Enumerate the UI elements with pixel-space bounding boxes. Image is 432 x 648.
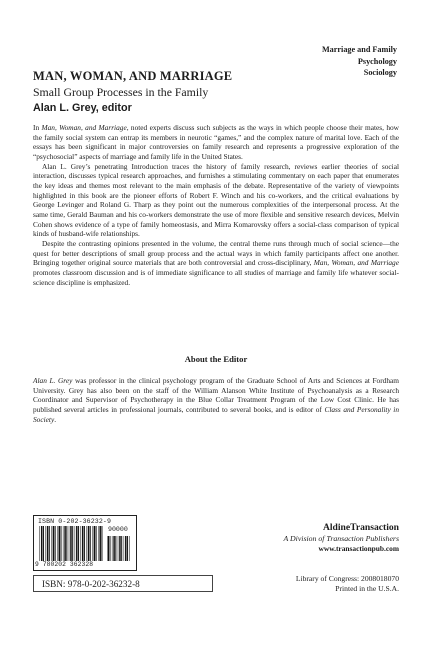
publisher-name: AldineTransaction xyxy=(322,522,399,533)
text-segment: was professor in the clinical psychology program of the Graduate School of Arts and Sciences at Fordham University. Grey has also been on the staff of the William Alanson White Institute of Psychoanalysis as a Research Coordinator and Supervisor of Psychotherapy in the Blue Collar Treatment Program of the Low Cost Clinic. He has published several articles in professional journals, contributed to several books, and is editor of xyxy=(33,376,399,414)
book-title-italic: Man, Woman, and Marriage xyxy=(41,123,127,132)
description-paragraph-1 xyxy=(33,123,399,162)
description-paragraph-2: Alan L. Grey’s penetrating Introduction traces the history of family research, reviews earlier theories of social interaction, discusses typical research approaches, and furnishes a stimulating commentary on each paper that enumerates the key ideas and themes most relevant to the main emphasis of the debate. Representative of the variety of viewpoints highlighted in this book are the pioneer efforts of Robert F. Winch and his co-workers, and the critical evaluations by George Levinger and Roland G. Tharp as they point out the numerous complexities of the interpersonal process. At the same time, Gerald Bauman and his co-workers demonstrate the use of more flexible and sensitive research devices, Melvin Cohen shows evidence of a type of family homeostasis, and Mirra Komarovsky offers a social-class comparison of typical kinds of husband-wife relationships. xyxy=(33,161,399,239)
book-title: MAN, WOMAN, AND MARRIAGE xyxy=(33,69,233,83)
category-2: Psychology xyxy=(357,56,397,66)
barcode-isbn-label: ISBN 0-202-36232-9 xyxy=(38,518,112,525)
publisher-division: A Division of Transaction Publishers xyxy=(283,534,399,543)
publisher-url: www.transactionpub.com xyxy=(318,544,399,553)
library-info xyxy=(199,574,399,594)
barcode-price-code: 90000 xyxy=(108,526,128,533)
about-editor-heading: About the Editor xyxy=(184,354,248,364)
subject-categories xyxy=(257,44,397,79)
editor-name-italic: Alan L. Grey xyxy=(33,376,73,385)
library-of-congress: Library of Congress: 2008018070 xyxy=(295,574,399,583)
text-segment: promotes classroom discussion and is of immediate significance to all studies of marriage and family life whatever social-science discipline is emphasized. xyxy=(33,267,399,287)
isbn-barcode xyxy=(33,515,137,571)
barcode-digits: 9 780202 362328 xyxy=(35,561,94,568)
printed-in: Printed in the U.S.A. xyxy=(335,584,399,593)
category-3: Sociology xyxy=(363,68,397,77)
text-segment: . xyxy=(54,414,57,424)
about-paragraph xyxy=(33,376,399,424)
text-segment: In xyxy=(33,123,42,132)
barcode-addon-bars-icon xyxy=(107,536,131,561)
book-description xyxy=(33,123,399,287)
about-editor-text xyxy=(33,376,399,424)
text-segment: , noted experts discuss such subjects as the ways in which people choose their mates, how the family social system can entrap its members in neurotic “games,” and the complex nature of marital love. Each of the essays has been significant in major controversies on family research and represents a progressive exploration of the “psychosocial” aspects of marriage and family life in the United States. xyxy=(33,123,399,161)
text-segment: Despite the contrasting opinions presented in the volume, the central theme runs through much of social science—the quest for better descriptions of small group process and the actual ways in which family participants affect one another. Bringing together original source materials that are both controversial and cross-disciplinary, xyxy=(33,238,399,268)
publisher-block xyxy=(199,522,399,554)
description-paragraph-3 xyxy=(33,239,399,287)
book-title-italic: Man, Woman, and Marriage xyxy=(313,258,399,268)
barcode-bars-icon xyxy=(39,526,103,561)
category-1: Marriage and Family xyxy=(321,45,397,54)
isbn-13-box: ISBN: 978-0-202-36232-8 xyxy=(33,575,213,592)
book-subtitle: Small Group Processes in the Family xyxy=(33,85,209,99)
book-editor: Alan L. Grey, editor xyxy=(33,102,132,114)
book-reference-italic: Class and Personality in Society xyxy=(33,404,399,424)
